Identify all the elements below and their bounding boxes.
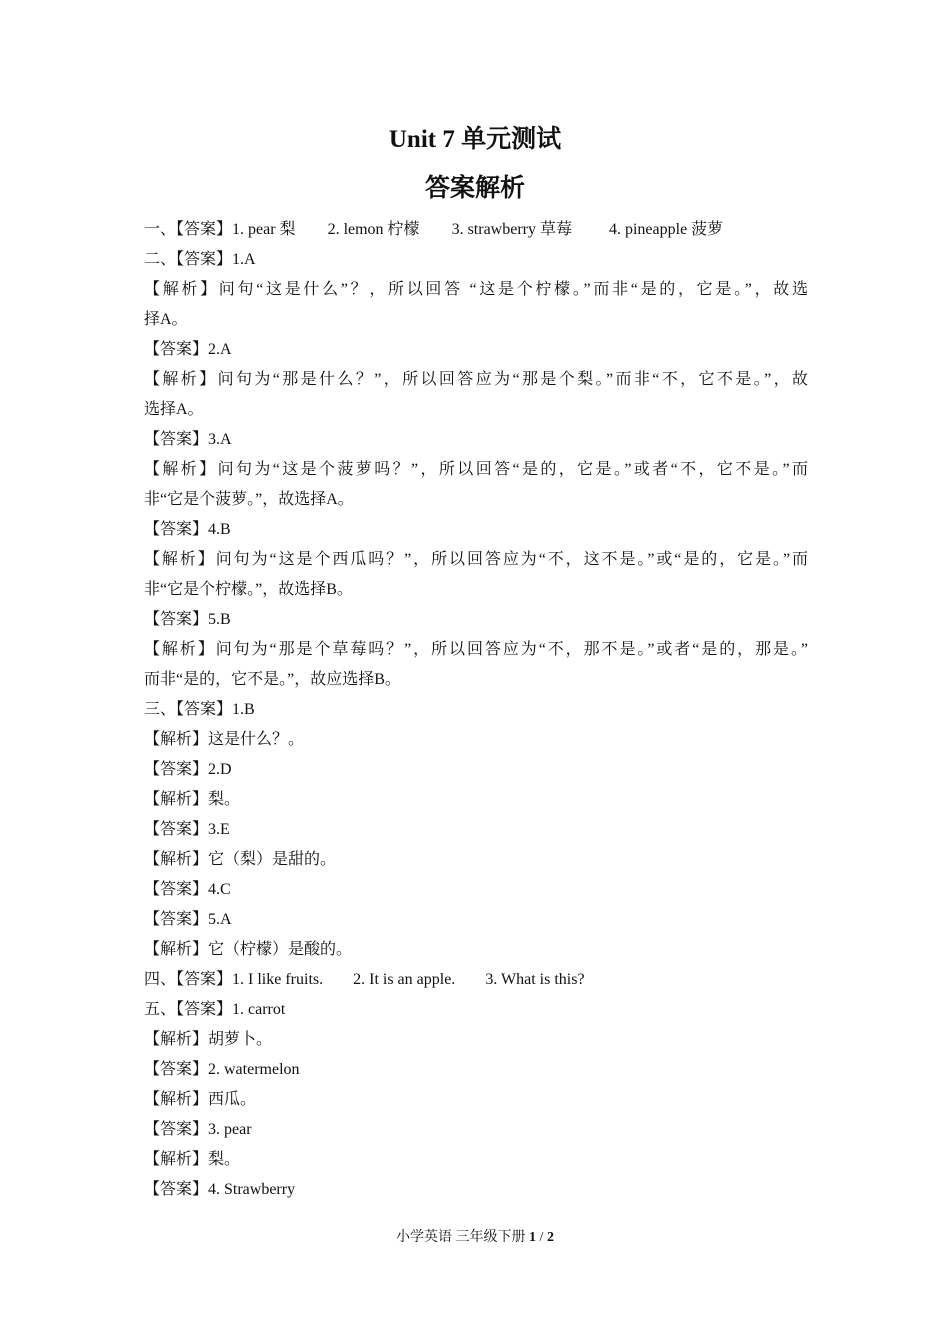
explanation-line: 【解析】这是什么？。 [144, 731, 305, 748]
answer-line: 【答案】2. watermelon [144, 1061, 300, 1078]
page-subtitle: 答案解析 [424, 175, 525, 202]
explanation-line: 【解析】问句为“那是个草莓吗？”，所以回答应为“不，那不是。”或者“是的，那是。” [144, 641, 808, 658]
section-4-answers [144, 965, 808, 995]
answer-line: 【答案】3. pear [144, 1121, 252, 1138]
section-1-answers [144, 215, 808, 245]
answer-line: 三、【答案】1.B [144, 701, 255, 718]
explanation-line: 非“它是个柠檬。”，故选择B。 [144, 581, 353, 598]
answer-line: 【答案】2.A [144, 341, 232, 358]
answer-line: 【答案】4.B [144, 521, 231, 538]
answer-line: 二、【答案】1.A [144, 251, 256, 268]
explanation-line: 【解析】它（柠檬）是酸的。 [144, 941, 353, 958]
answer-line: 【答案】4.C [144, 881, 231, 898]
answer-line: 【答案】4. Strawberry [144, 1181, 296, 1198]
page-separator: / [536, 1230, 547, 1245]
explanation-line: 选择A。 [144, 401, 204, 418]
explanation-line: 择A。 [144, 311, 188, 328]
answer-line: 【答案】5.A [144, 911, 232, 928]
answer-item: 2. It is an apple. [353, 971, 456, 988]
explanation-line: 【解析】梨。 [144, 1151, 241, 1168]
section-4-prefix: 四、【答案】 [144, 971, 233, 988]
answer-item: 3. What is this? [485, 971, 585, 988]
page-footer [0, 1228, 950, 1248]
explanation-line: 而非“是的，它不是。”，故应选择B。 [144, 671, 401, 688]
answer-body [144, 215, 808, 1205]
answer-line: 五、【答案】1. carrot [144, 1001, 286, 1018]
answer-item: 1. pear 梨 [232, 221, 296, 238]
answer-item: 2. lemon 柠檬 [327, 221, 420, 238]
answer-line: 【答案】3.A [144, 431, 232, 448]
page-number: 1 [529, 1230, 537, 1245]
explanation-line: 【解析】问句为“这是个西瓜吗？”，所以回答应为“不，这不是。”或“是的，它是。”而 [144, 551, 808, 568]
explanation-line: 【解析】问句“这是什么”？，所以回答 “这是个柠檬。”而非“是的，它是。”，故选 [144, 281, 808, 298]
answer-line: 【答案】3.E [144, 821, 230, 838]
footer-text: 小学英语 三年级下册 [396, 1230, 530, 1245]
explanation-line: 非“它是个菠萝。”，故选择A。 [144, 491, 354, 508]
section-1-prefix: 一、【答案】 [144, 221, 233, 238]
explanation-line: 【解析】梨。 [144, 791, 241, 808]
explanation-line: 【解析】问句为“那是什么？”，所以回答应为“那是个梨。”而非“不，它不是。”，故 [144, 371, 808, 388]
answer-item: 4. pineapple 菠萝 [608, 221, 724, 238]
answer-item: 1. I like fruits. [232, 971, 324, 988]
answer-line: 【答案】5.B [144, 611, 231, 628]
page-title: Unit 7 单元测试 [388, 126, 562, 153]
answer-item: 3. strawberry 草莓 [451, 221, 572, 238]
explanation-line: 【解析】它（梨）是甜的。 [144, 851, 337, 868]
explanation-line: 【解析】问句为“这是个菠萝吗？”，所以回答“是的，它是。”或者“不，它不是。”而 [144, 461, 808, 478]
explanation-line: 【解析】胡萝卜。 [144, 1031, 273, 1048]
explanation-line: 【解析】西瓜。 [144, 1091, 257, 1108]
page-total: 2 [546, 1230, 554, 1245]
answer-line: 【答案】2.D [144, 761, 232, 778]
